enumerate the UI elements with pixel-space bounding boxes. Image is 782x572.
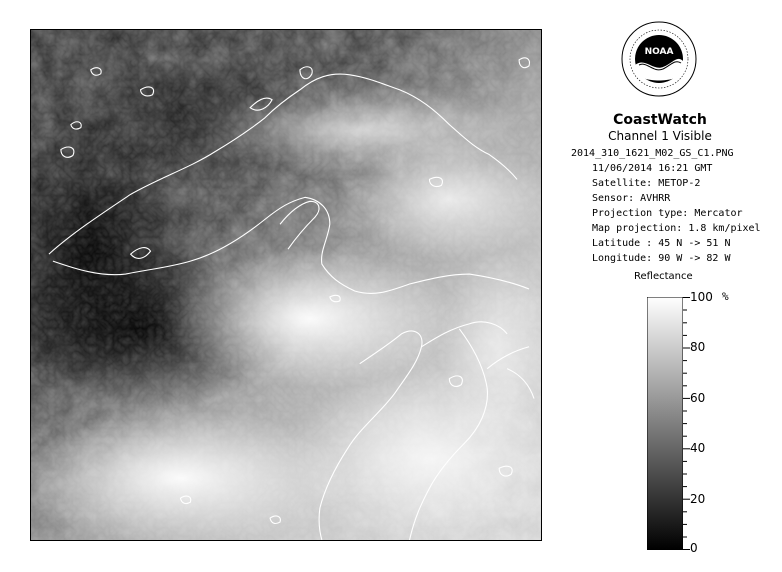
colorbar-tick-label: 100 [690, 290, 713, 304]
longitude-label: Longitude: 90 W -> 82 W [592, 253, 731, 264]
filename-label: 2014_310_1621_M02_GS_C1.PNG [571, 148, 734, 159]
datetime-label: 11/06/2014 16:21 GMT [592, 163, 713, 174]
product-title: CoastWatch [613, 112, 707, 128]
svg-text:NOAA: NOAA [644, 47, 674, 57]
colorbar-tick-label: 40 [690, 441, 706, 455]
channel-subtitle: Channel 1 Visible [608, 129, 712, 143]
satellite-label: Satellite: METOP-2 [592, 178, 701, 189]
colorbar-tick-label: 60 [690, 391, 706, 405]
reflectance-colorbar [647, 297, 683, 550]
colorbar-tick-label: 0 [690, 541, 698, 555]
latitude-label: Latitude : 45 N -> 51 N [592, 238, 731, 249]
projection-label: Projection type: Mercator [592, 208, 743, 219]
noaa-logo-icon [621, 21, 697, 97]
colorbar-tick-label: 80 [690, 340, 706, 354]
satellite-image [30, 29, 542, 541]
colorbar-tick-label: 20 [690, 492, 706, 506]
sensor-label: Sensor: AVHRR [592, 193, 671, 204]
colorbar-ticks [683, 297, 691, 550]
colorbar-unit: % [722, 290, 729, 303]
colorbar-title: Reflectance [634, 271, 693, 282]
resolution-label: Map projection: 1.8 km/pixel [592, 223, 761, 234]
